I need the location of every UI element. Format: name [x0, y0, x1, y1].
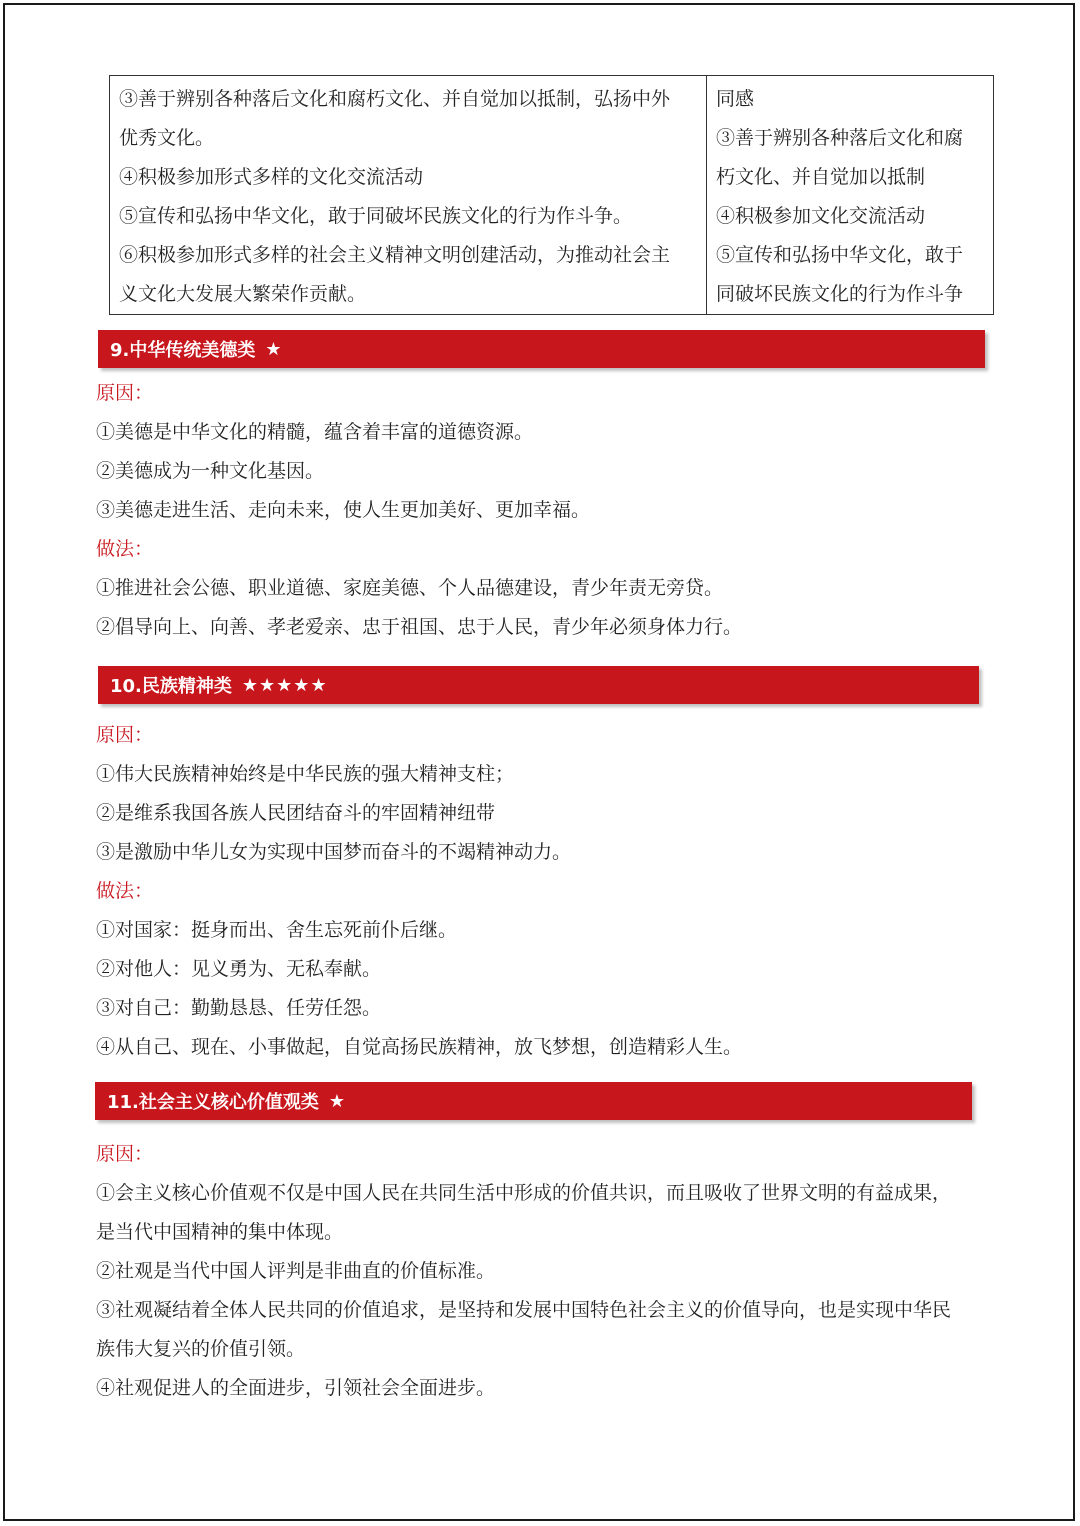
table-line: 义文化大发展大繁荣作贡献。	[119, 283, 367, 305]
method-item: ③对自己：勤勤恳恳、任劳任怨。	[96, 997, 382, 1019]
reason-item: ③是激励中华儿女为实现中国梦而奋斗的不竭精神动力。	[96, 841, 572, 863]
section-title: 11.社会主义核心价值观类	[107, 1092, 319, 1113]
table-line: 同破坏民族文化的行为作斗争	[716, 283, 964, 305]
table-line: ④积极参加形式多样的文化交流活动	[119, 166, 424, 188]
reason-item: ①伟大民族精神始终是中华民族的强大精神支柱；	[96, 763, 515, 785]
method-item: ①推进社会公德、职业道德、家庭美德、个人品德建设，青少年责无旁贷。	[96, 577, 724, 599]
summary-table	[109, 75, 994, 315]
section-title: 10.民族精神类	[110, 676, 232, 697]
table-line: ⑤宣传和弘扬中华文化，敢于	[716, 244, 964, 266]
table-line: ④积极参加文化交流活动	[716, 205, 926, 227]
reason-item: 是当代中国精神的集中体现。	[96, 1221, 344, 1243]
table-line: 同感	[716, 88, 755, 110]
rating-stars: ★★★★★	[241, 674, 328, 696]
table-line: ③善于辨别各种落后文化和腐朽文化、并自觉加以抵制，弘扬中外	[119, 88, 671, 110]
section-heading-core-values	[95, 1082, 972, 1120]
section-heading-national-spirit	[98, 666, 979, 704]
reason-item: ③美德走进生活、走向未来，使人生更加美好、更加幸福。	[96, 499, 591, 521]
reason-label: 原因：	[96, 724, 154, 746]
reason-label: 原因：	[96, 1143, 154, 1165]
reason-item: ②是维系我国各族人民团结奋斗的牢固精神纽带	[96, 802, 496, 824]
method-item: ①对国家：挺身而出、舍生忘死前仆后继。	[96, 919, 458, 941]
table-line: 朽文化、并自觉加以抵制	[716, 166, 926, 188]
reason-item: 族伟大复兴的价值引领。	[96, 1338, 306, 1360]
table-line: ⑤宣传和弘扬中华文化，敢于同破坏民族文化的行为作斗争。	[119, 205, 633, 227]
table-right-cell	[707, 76, 994, 315]
section-heading-virtue	[98, 330, 985, 368]
method-item: ④从自己、现在、小事做起，自觉高扬民族精神，放飞梦想，创造精彩人生。	[96, 1036, 743, 1058]
rating-stars: ★	[265, 338, 283, 360]
method-item: ②倡导向上、向善、孝老爱亲、忠于祖国、忠于人民，青少年必须身体力行。	[96, 616, 743, 638]
reason-item: ④社观促进人的全面进步，引领社会全面进步。	[96, 1377, 496, 1399]
method-label: 做法：	[96, 538, 154, 560]
table-line: ③善于辨别各种落后文化和腐	[716, 127, 964, 149]
reason-item: ②社观是当代中国人评判是非曲直的价值标准。	[96, 1260, 496, 1282]
reason-label: 原因：	[96, 382, 154, 404]
method-label: 做法：	[96, 880, 154, 902]
reason-item: ②美德成为一种文化基因。	[96, 460, 325, 482]
reason-item: ①会主义核心价值观不仅是中国人民在共同生活中形成的价值共识，而且吸收了世界文明的有益成果，	[96, 1182, 952, 1204]
reason-item: ①美德是中华文化的精髓，蕴含着丰富的道德资源。	[96, 421, 534, 443]
rating-stars: ★	[328, 1090, 347, 1112]
table-left-cell	[110, 76, 707, 315]
method-item: ②对他人：见义勇为、无私奉献。	[96, 958, 382, 980]
section-title: 9.中华传统美德类	[110, 340, 256, 361]
table-line: ⑥积极参加形式多样的社会主义精神文明创建活动，为推动社会主	[119, 244, 671, 266]
table-line: 优秀文化。	[119, 127, 215, 149]
reason-item: ③社观凝结着全体人民共同的价值追求，是坚持和发展中国特色社会主义的价值导向，也是实现中华民	[96, 1299, 952, 1321]
